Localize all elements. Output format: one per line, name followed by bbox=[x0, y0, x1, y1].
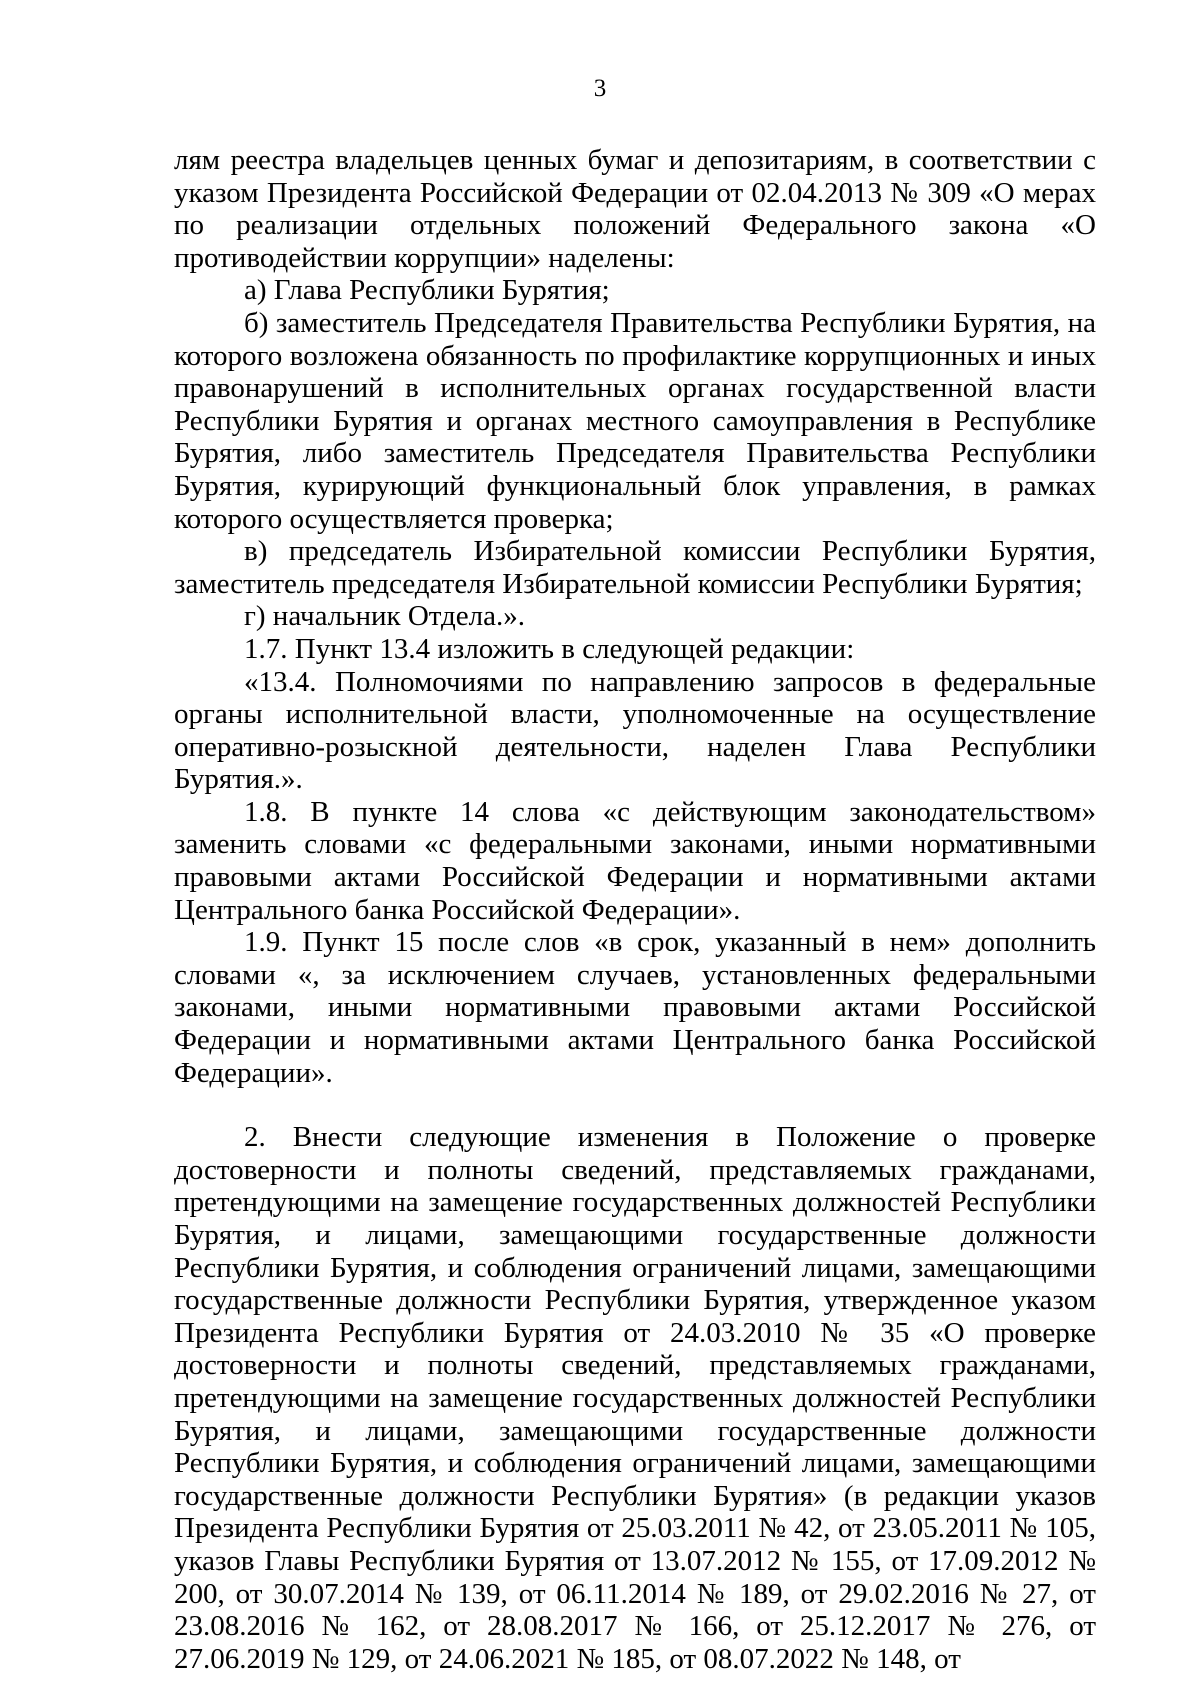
paragraph-item-a: а) Глава Республики Бурятия; bbox=[244, 274, 610, 307]
paragraph-1-9: 1.9. Пункт 15 после слов «в срок, указанный в нем» дополнить словами «, за исключением случаев, установленных федеральными законами, иными нормативными правовыми актами Российской Федерации и нормативными актами Центрального банка Российской Федерации». bbox=[174, 926, 1096, 1089]
paragraph-1-8: 1.8. В пункте 14 слова «с действующим законодательством» заменить словами «с федеральными законами, иными нормативными правовыми актами Российской Федерации и нормативными актами Центрального банка Российской Федерации». bbox=[174, 795, 1096, 926]
paragraph-item-b: б) заместитель Председателя Правительства Республики Бурятия, на которого возложена обязанность по профилактике коррупционных и иных правонарушений в исполнительных органах государственной власти Республики Бурятия и органах местного самоуправления в Республике Бурятия, либо заместитель Председателя Правительства Республики Бурятия, курирующий функциональный блок управления, в рамках которого осуществляется проверка; bbox=[174, 306, 1096, 535]
document-body bbox=[174, 144, 1096, 1675]
paragraph-1-7: 1.7. Пункт 13.4 изложить в следующей редакции: bbox=[244, 632, 855, 665]
page-number: 3 bbox=[593, 75, 607, 102]
paragraph-item-g: г) начальник Отдела.». bbox=[244, 600, 526, 633]
paragraph-continuation: лям реестра владельцев ценных бумаг и депозитариям, в соответствии с указом Президента Российской Федерации от 02.04.2013 № 309 «О мерах по реализации отдельных положений Федерального закона «О противодействии коррупции» наделены: bbox=[174, 144, 1096, 274]
paragraph-2: 2. Внести следующие изменения в Положение о проверке достоверности и полноты сведений, представляемых гражданами, претендующими на замещение государственных должностей Республики Бурятия, и лицами, замещающими государственные должности Республики Бурятия, и соблюдения ограничений лицами, замещающими государственные должности Республики Бурятия, утвержденное указом Президента Республики Бурятия от 24.03.2010 № 35 «О проверке достоверности и полноты сведений, представляемых гражданами, претендующими на замещение государственных должностей Республики Бурятия, и лицами, замещающими государственные должности Республики Бурятия, и соблюдения ограничений лицами, замещающими государственные должности Республики Бурятия» (в редакции указов Президента Республики Бурятия от 25.03.2011 № 42, от 23.05.2011 № 105, указов Главы Республики Бурятия от 13.07.2012 № 155, от 17.09.2012 № 200, от 30.07.2014 № 139, от 06.11.2014 № 189, от 29.02.2016 № 27, от 23.08.2016 № 162, от 28.08.2017 № 166, от 25.12.2017 № 276, от 27.06.2019 № 129, от 24.06.2021 № 185, от 08.07.2022 № 148, от bbox=[174, 1121, 1096, 1675]
paragraph-13-4-quote: «13.4. Полномочиями по направлению запросов в федеральные органы исполнительной власти, уполномоченные на осуществление оперативно-розыскной деятельности, наделен Глава Республики Бурятия.». bbox=[174, 665, 1096, 796]
paragraph-item-v: в) председатель Избирательной комиссии Республики Бурятия, заместитель председателя Избирательной комиссии Республики Бурятия; bbox=[174, 535, 1096, 600]
